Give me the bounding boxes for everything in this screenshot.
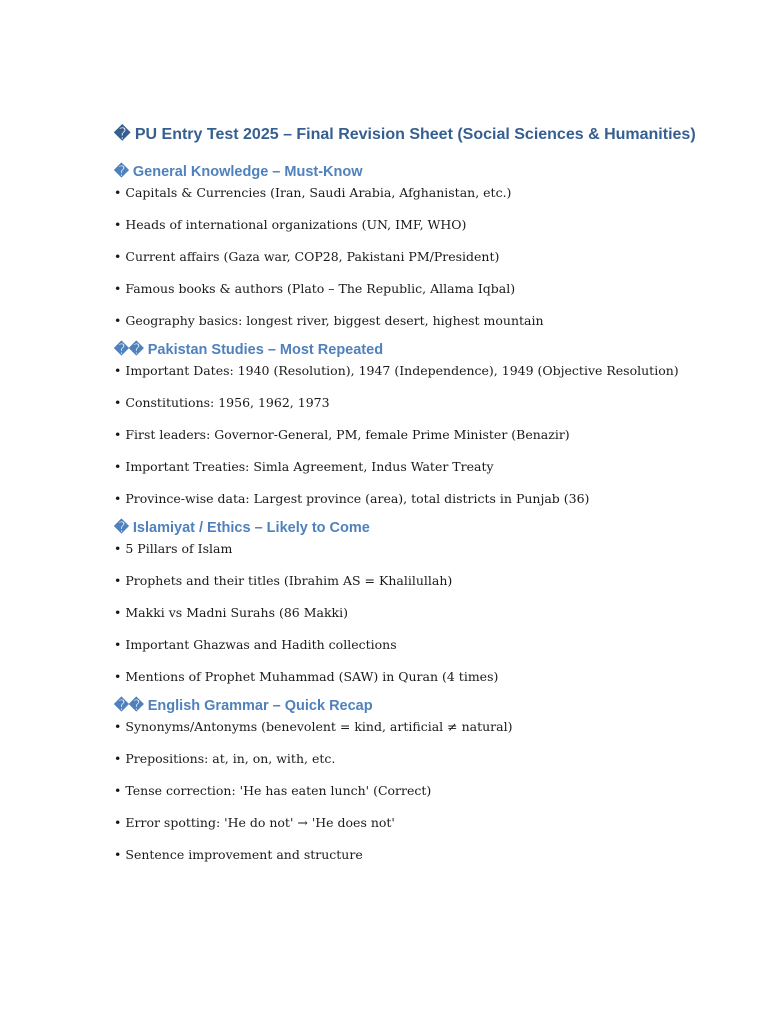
- list-item-text: Error spotting: 'He do not' → 'He does not': [125, 815, 395, 830]
- bullet-icon: •: [114, 427, 122, 442]
- list-item-text: Sentence improvement and structure: [125, 847, 363, 862]
- list-item: [114, 427, 728, 443]
- bullet-icon: •: [114, 541, 122, 556]
- list-item-text: Geography basics: longest river, biggest desert, highest mountain: [125, 313, 544, 328]
- list-item-text: Famous books & authors (Plato – The Republic, Allama Iqbal): [125, 281, 516, 296]
- bullet-icon: •: [114, 783, 122, 798]
- bullet-icon: •: [114, 637, 122, 652]
- list-item-text: First leaders: Governor-General, PM, female Prime Minister (Benazir): [125, 427, 570, 442]
- list-item: [114, 815, 728, 831]
- list-item-text: Constitutions: 1956, 1962, 1973: [125, 395, 330, 410]
- bullet-list: [114, 363, 728, 507]
- list-item: [114, 751, 728, 767]
- list-item: [114, 363, 728, 379]
- bullet-icon: •: [114, 751, 122, 766]
- list-item-text: Important Treaties: Simla Agreement, Indus Water Treaty: [125, 459, 494, 474]
- section-english-grammar: [114, 696, 728, 863]
- list-item-text: Heads of international organizations (UN, IMF, WHO): [125, 217, 467, 232]
- list-item: [114, 637, 728, 653]
- bullet-icon: •: [114, 847, 122, 862]
- bullet-icon: •: [114, 313, 122, 328]
- list-item: [114, 185, 728, 201]
- list-item: [114, 395, 728, 411]
- bullet-list: [114, 719, 728, 863]
- list-item-text: Important Dates: 1940 (Resolution), 1947 (Independence), 1949 (Objective Resolution): [125, 363, 679, 378]
- bullet-icon: •: [114, 185, 122, 200]
- bullet-icon: •: [114, 249, 122, 264]
- list-item: [114, 491, 728, 507]
- section-heading: � Islamiyat / Ethics – Likely to Come: [114, 520, 370, 536]
- bullet-icon: •: [114, 605, 122, 620]
- list-item: [114, 847, 728, 863]
- section-general-knowledge: [114, 162, 728, 329]
- list-item: [114, 281, 728, 297]
- list-item: [114, 719, 728, 735]
- bullet-list: [114, 541, 728, 685]
- list-item-text: Makki vs Madni Surahs (86 Makki): [125, 605, 348, 620]
- list-item-text: Synonyms/Antonyms (benevolent = kind, artificial ≠ natural): [125, 719, 513, 734]
- list-item-text: Prophets and their titles (Ibrahim AS = Khalilullah): [125, 573, 453, 588]
- bullet-icon: •: [114, 395, 122, 410]
- list-item-text: Capitals & Currencies (Iran, Saudi Arabia, Afghanistan, etc.): [125, 185, 512, 200]
- list-item-text: Current affairs (Gaza war, COP28, Pakistani PM/President): [125, 249, 500, 264]
- list-item: [114, 605, 728, 621]
- list-item: [114, 217, 728, 233]
- list-item-text: Tense correction: 'He has eaten lunch' (Correct): [125, 783, 432, 798]
- list-item: [114, 541, 728, 557]
- bullet-icon: •: [114, 281, 122, 296]
- bullet-icon: •: [114, 363, 122, 378]
- list-item-text: Prepositions: at, in, on, with, etc.: [125, 751, 336, 766]
- list-item-text: Important Ghazwas and Hadith collections: [125, 637, 397, 652]
- section-islamiyat-ethics: [114, 518, 728, 685]
- list-item: [114, 669, 728, 685]
- bullet-icon: •: [114, 719, 122, 734]
- bullet-list: [114, 185, 728, 329]
- list-item: [114, 573, 728, 589]
- list-item-text: Province-wise data: Largest province (area), total districts in Punjab (36): [125, 491, 590, 506]
- section-heading: � General Knowledge – Must-Know: [114, 164, 363, 180]
- list-item: [114, 313, 728, 329]
- section-heading: �� Pakistan Studies – Most Repeated: [114, 342, 384, 358]
- list-item: [114, 783, 728, 799]
- list-item: [114, 459, 728, 475]
- bullet-icon: •: [114, 459, 122, 474]
- bullet-icon: •: [114, 669, 122, 684]
- section-heading: �� English Grammar – Quick Recap: [114, 698, 373, 714]
- section-pakistan-studies: [114, 340, 728, 507]
- bullet-icon: •: [114, 573, 122, 588]
- page-title: � PU Entry Test 2025 – Final Revision Sheet (Social Sciences & Humanities): [114, 126, 696, 143]
- bullet-icon: •: [114, 491, 122, 506]
- list-item-text: Mentions of Prophet Muhammad (SAW) in Quran (4 times): [125, 669, 499, 684]
- list-item-text: 5 Pillars of Islam: [125, 541, 233, 556]
- list-item: [114, 249, 728, 265]
- bullet-icon: •: [114, 815, 122, 830]
- bullet-icon: •: [114, 217, 122, 232]
